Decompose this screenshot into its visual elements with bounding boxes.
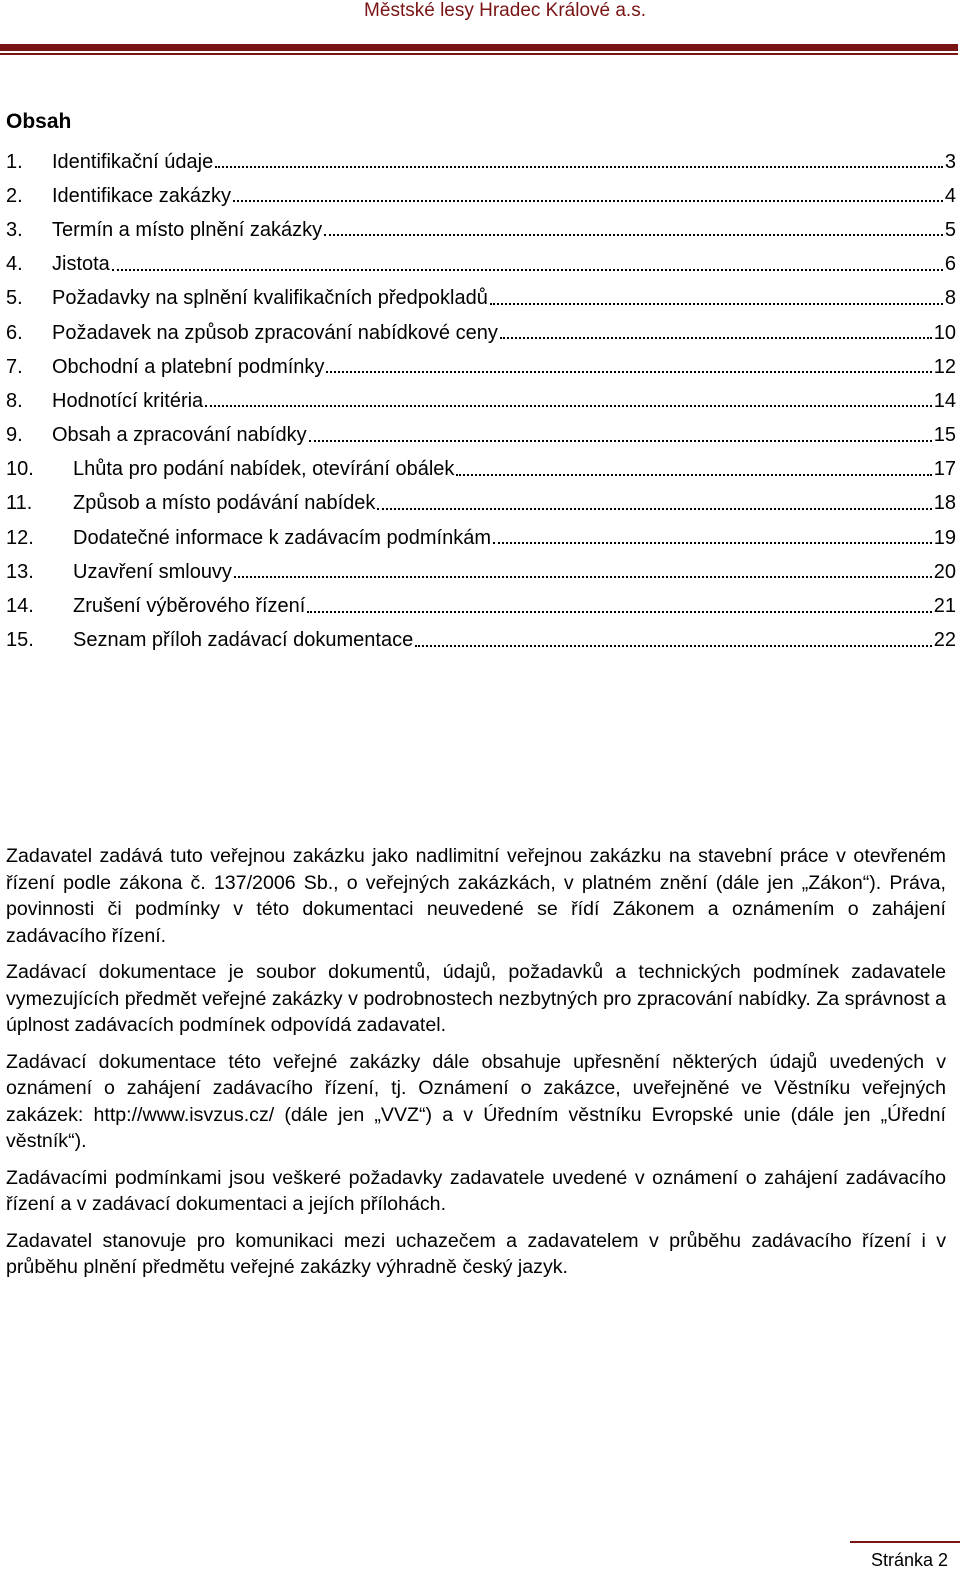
toc-entry-page: 10 [933, 321, 956, 344]
body-paragraph: Zadavatel stanovuje pro komunikaci mezi uchazečem a zadavatelem v průběhu zadávacího řízení i v průběhu plnění předmětu veřejné zakázky výhradně český jazyk. [6, 1229, 946, 1278]
toc-leader-dots [493, 542, 932, 544]
toc-leader-dots [309, 440, 932, 442]
toc-entry-title: Hodnotící kritéria [52, 389, 204, 412]
toc-entry[interactable] [6, 350, 956, 384]
toc-entry-title: Termín a místo plnění zakázky [52, 218, 323, 241]
toc-entry-number: 10. [6, 458, 34, 481]
toc-entry-title: Způsob a místo podávání nabídek [73, 492, 376, 515]
toc-entry[interactable] [6, 589, 956, 623]
toc-entry-title: Identifikace zakázky [52, 184, 231, 207]
toc-entry-number: 5. [6, 287, 23, 310]
toc-leader-dots [307, 611, 931, 613]
toc-leader-dots [234, 576, 932, 578]
toc-leader-dots [205, 405, 932, 407]
toc-entry[interactable] [6, 282, 956, 316]
toc-entry[interactable] [6, 145, 956, 179]
toc-entry-number: 3. [6, 218, 23, 241]
toc-heading: Obsah [6, 110, 72, 133]
table-of-contents [6, 145, 956, 658]
toc-entry-page: 21 [933, 595, 956, 618]
toc-entry-title: Obchodní a platební podmínky [52, 355, 325, 378]
toc-leader-dots [377, 508, 931, 510]
toc-leader-dots [415, 645, 932, 647]
toc-entry-title: Lhůta pro podání nabídek, otevírání obálek [73, 458, 455, 481]
toc-entry-number: 12. [6, 526, 34, 549]
toc-leader-dots [112, 269, 943, 271]
body-paragraph: Zadavatel zadává tuto veřejnou zakázku jako nadlimitní veřejnou zakázku na stavební práce v otevřeném řízení podle zákona č. 137/2006 Sb., o veřejných zakázkách, v platném znění (dále jen „Zákon“). Práva, povinnosti či podmínky v této dokumentaci neuvedené se řídí Zákonem a oznámením o zahájení zadávacího řízení. [6, 845, 946, 947]
toc-leader-dots [456, 474, 931, 476]
body-paragraph: Zadávací dokumentace je soubor dokumentů, údajů, požadavků a technických podmínek zadavatele vymezujících předmět veřejné zakázky v podrobnostech nezbytných pro zpracování nabídky. Za správnost a úplnost zadávacích podmínek odpovídá zadavatel. [6, 961, 946, 1036]
toc-entry-page: 22 [933, 629, 956, 652]
toc-entry-page: 5 [944, 218, 956, 241]
header-title: Městské lesy Hradec Králové a.s. [364, 0, 646, 21]
header-rule [0, 44, 958, 51]
toc-entry-number: 1. [6, 150, 23, 173]
toc-entry[interactable] [6, 248, 956, 282]
header-rule-thin [0, 53, 958, 55]
toc-entry-title: Identifikační údaje [52, 150, 214, 173]
toc-entry-page: 8 [944, 287, 956, 310]
toc-entry-title: Uzavření smlouvy [73, 560, 232, 583]
toc-entry-number: 8. [6, 389, 23, 412]
page-header [0, 0, 960, 24]
toc-entry-number: 13. [6, 560, 34, 583]
toc-entry-number: 15. [6, 629, 34, 652]
toc-entry[interactable] [6, 316, 956, 350]
toc-leader-dots [324, 234, 943, 236]
toc-entry-title: Dodatečné informace k zadávacím podmínkám [73, 526, 491, 549]
toc-leader-dots [326, 371, 931, 373]
toc-entry-title: Jistota [52, 253, 110, 276]
toc-entry-number: 7. [6, 355, 23, 378]
toc-entry[interactable] [6, 419, 956, 453]
toc-leader-dots [233, 200, 943, 202]
document-body [6, 843, 946, 1291]
toc-entry-title: Obsah a zpracování nabídky [52, 424, 307, 447]
toc-entry-title: Zrušení výběrového řízení [73, 595, 306, 618]
toc-entry-number: 11. [6, 492, 33, 515]
toc-entry-page: 6 [944, 253, 956, 276]
toc-entry[interactable] [6, 555, 956, 589]
toc-entry[interactable] [6, 179, 956, 213]
toc-entry[interactable] [6, 487, 956, 521]
toc-entry[interactable] [6, 213, 956, 247]
toc-entry-page: 14 [933, 389, 956, 412]
toc-entry[interactable] [6, 521, 956, 555]
toc-leader-dots [500, 337, 932, 339]
page-number: Stránka 2 [870, 1550, 948, 1570]
toc-entry-number: 9. [6, 424, 23, 447]
body-paragraph: Zadávacími podmínkami jsou veškeré požadavky zadavatele uvedené v oznámení o zahájení zadávacího řízení a v zadávací dokumentaci a jejích přílohách. [6, 1166, 946, 1215]
toc-entry-title: Seznam příloh zadávací dokumentace [73, 629, 414, 652]
toc-entry-page: 3 [944, 150, 956, 173]
toc-entry-number: 14. [6, 595, 34, 618]
toc-entry-page: 20 [933, 560, 956, 583]
toc-leader-dots [215, 166, 943, 168]
toc-entry-title: Požadavky na splnění kvalifikačních předpokladů [52, 287, 488, 310]
toc-entry[interactable] [6, 624, 956, 658]
footer-rule [850, 1541, 960, 1543]
toc-entry-number: 4. [6, 253, 23, 276]
toc-entry[interactable] [6, 453, 956, 487]
toc-entry-page: 18 [933, 492, 956, 515]
toc-entry[interactable] [6, 384, 956, 418]
toc-entry-page: 4 [944, 184, 956, 207]
body-paragraph: Zadávací dokumentace této veřejné zakázky dále obsahuje upřesnění některých údajů uvedených v oznámení o zahájení zadávacího řízení, tj. Oznámení o zakázce, uveřejněné ve Věstníku veřejných zakázek: http://www.isvzus.cz/ (dále jen „VVZ“) a v Úředním věstníku Evropské unie (dále jen „Úřední věstník“). [6, 1050, 946, 1152]
toc-entry-page: 19 [933, 526, 956, 549]
toc-entry-page: 17 [933, 458, 956, 481]
toc-entry-number: 2. [6, 184, 23, 207]
toc-entry-page: 15 [933, 424, 956, 447]
toc-entry-number: 6. [6, 321, 23, 344]
toc-leader-dots [490, 303, 943, 305]
toc-entry-title: Požadavek na způsob zpracování nabídkové ceny [52, 321, 498, 344]
toc-entry-page: 12 [933, 355, 956, 378]
